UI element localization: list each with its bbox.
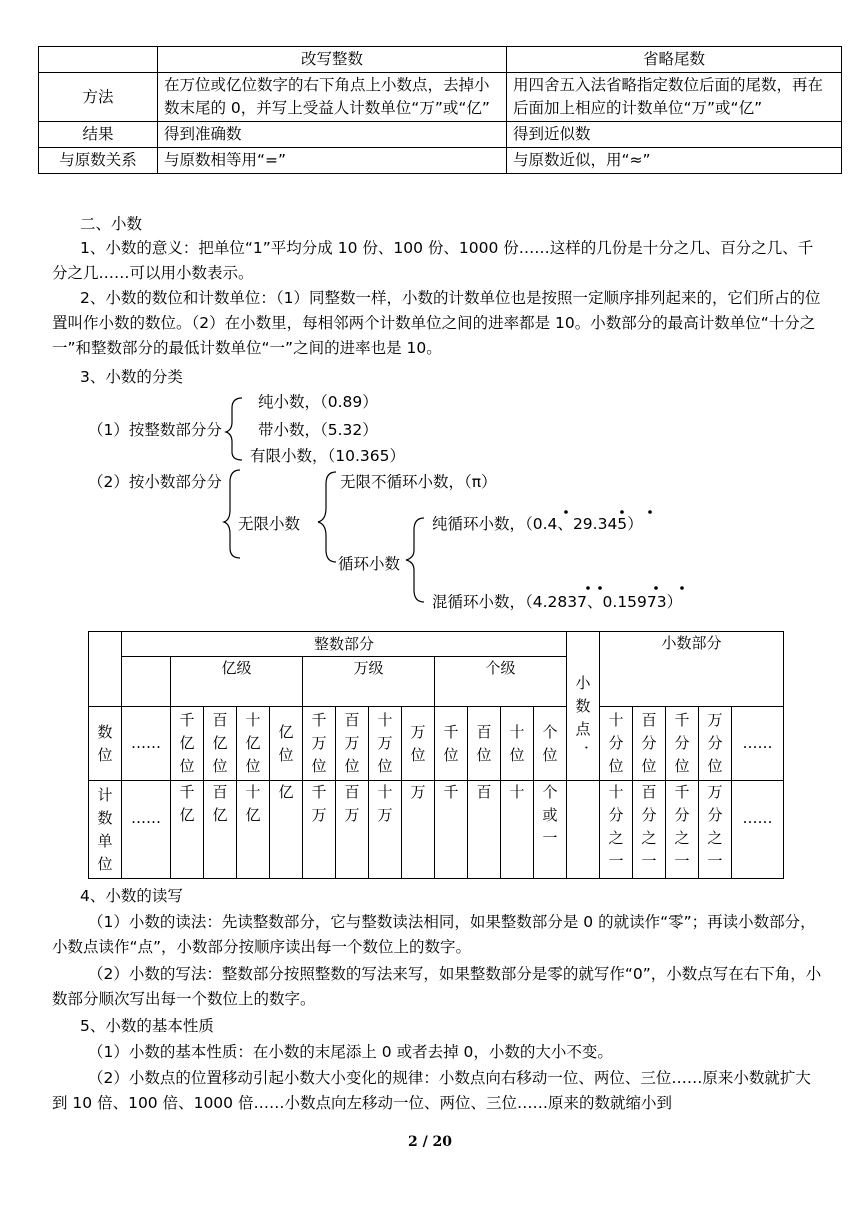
unit-cell [402,781,435,879]
place-text: 百位 [476,722,492,764]
unit-cell [369,781,402,879]
place-text: 十万位 [377,711,393,775]
place-cell [171,707,204,781]
dec-unit-cell [666,781,699,879]
pure-repeating-example-a: 0.4 [532,515,558,533]
decimal-part-header: 小数部分 [600,632,784,707]
yi-level: 亿级 [171,657,303,707]
decimal-point-dot: ． [584,734,600,752]
unit-cell [270,781,303,879]
paragraph-classify-title: 3、小数的分类 [80,368,183,386]
pure-repeating-label: 纯循环小数，（ [432,515,533,533]
separator: 、 [557,515,573,533]
reading-rule: （1）小数的读法：先读整数部分，它与整数读法相同，如果整数部分是 0 的就读作“零”；再读小数部分，小数点读作“点”，小数部分按顺序读出每一个数位上的数字。 [52,913,816,956]
dec-unit-cell [633,781,666,879]
ge-level: 个级 [435,657,567,707]
unit-cell [237,781,270,879]
finite-decimal: 有限小数，（10.365） [250,447,405,465]
dec-unit-cell [699,781,732,879]
header-rewrite: 改写整数 [158,47,507,73]
integer-part-header: 整数部分 [122,632,567,657]
row-units-label-text: 计数单位 [97,785,113,873]
dec-unit-cell [600,781,633,879]
place-cell [237,707,270,781]
ellipsis-cell: …… [732,707,784,781]
dec-place-cell [600,707,633,781]
place-cell [402,707,435,781]
place-text: 千万位 [311,711,327,775]
mixed-repeating-example-a: 4.2837 [532,593,588,611]
unit-cell [303,781,336,879]
page-number: 2 / 20 [407,1134,453,1150]
place-text: 亿位 [278,722,294,764]
read-write-title: 4、小数的读写 [80,887,183,905]
unit-text: 百万 [344,783,360,824]
row-method-label: 方法 [39,73,158,122]
property-title: 5、小数的基本性质 [80,1017,214,1035]
unit-cell [468,781,501,879]
point-move-rule: （2）小数点的位置移动引起小数大小变化的规律：小数点向右移动一位、两位、三位……原来小数就扩大到 10 倍、100 倍、1000 倍……小数点向左移动一位、两位、三位……原来的数就缩小到 [52,1069,811,1112]
place-text: 十亿位 [245,711,261,775]
unit-text: 百 [476,783,492,801]
row-relation-rewrite: 与原数相等用“=” [158,148,507,174]
decimal-point-unit-cell [567,781,600,879]
place-text: 千位 [443,722,459,764]
place-cell [501,707,534,781]
decimal-point-header [567,632,600,781]
row-result-label: 结果 [39,122,158,148]
ellipsis-cell: …… [122,781,171,879]
dec-place-cell [633,707,666,781]
place-cell [336,707,369,781]
mixed-repeating-label: 混循环小数，（ [432,593,533,611]
unit-text: 千 [443,783,459,801]
close-paren: ） [666,593,683,611]
place-text: 万位 [410,722,426,764]
dec-place-cell [699,707,732,781]
place-text: 十位 [509,722,525,764]
row-relation-omit: 与原数近似，用“≈” [507,148,842,174]
row-units-label [89,781,122,879]
unit-cell [501,781,534,879]
unit-cell [204,781,237,879]
place-cell [204,707,237,781]
section-title: 二、小数 [80,215,143,233]
dec-place-text: 千分位 [674,711,690,775]
mixed-decimal: 带小数，（5.32） [258,421,378,439]
wan-level: 万级 [303,657,435,707]
row-relation-label: 与原数关系 [39,148,158,174]
corner-cell [89,632,122,707]
infinite-decimal: 无限小数 [238,515,301,533]
writing-rule: （2）小数的写法：整数部分按照整数的写法来写，如果整数部分是零的就写作“0”，小数点写在右下角，小数部分顺次写出每一个数位上的数字。 [52,965,822,1008]
place-cell [369,707,402,781]
row-places-label [89,707,122,781]
paragraph-meaning: 1、小数的意义：把单位“1”平均分成 10 份、100 份、1000 份……这样的几份是十分之几、百分之几、千分之几……可以用小数表示。 [52,239,814,282]
unit-text: 十 [509,783,525,801]
row-result-rewrite: 得到准确数 [158,122,507,148]
row-method-omit: 用四舍五入法省略指定数位后面的尾数，再在后面加上相应的计数单位“万”或“亿” [507,73,842,122]
row-places-label-text: 数位 [97,722,113,764]
place-text: 百亿位 [212,711,228,775]
place-value-table [88,631,784,879]
repeating-decimal: 循环小数 [338,555,401,573]
unit-cell [534,781,567,879]
comparison-table [38,46,842,174]
unit-text: 个或一 [542,783,558,847]
unit-text: 十万 [377,783,393,824]
place-cell [303,707,336,781]
unit-text: 万 [410,783,426,801]
separator: 、 [587,593,603,611]
unit-text: 千亿 [179,783,195,824]
ellipsis-cell: …… [122,707,171,781]
place-text: 千亿位 [179,711,195,775]
close-paren: ） [627,515,643,533]
pure-decimal: 纯小数，（0.89） [258,393,378,411]
by-integer-label: （1）按整数部分分 [88,421,222,439]
place-text: 个位 [542,722,558,764]
dec-place-text: 十分位 [608,711,624,775]
unit-text: 千万 [311,783,327,824]
place-cell [534,707,567,781]
place-text: 百万位 [344,711,360,775]
place-cell [468,707,501,781]
unit-text: 十亿 [245,783,261,824]
nonrepeat-decimal: 无限不循环小数，（π） [340,473,497,491]
ellipsis-cell: …… [732,781,784,879]
blank-cell [122,657,171,707]
dec-unit-text: 十分之一 [608,783,624,870]
dec-unit-text: 千分之一 [674,783,690,870]
unit-text: 百亿 [212,783,228,824]
dec-unit-text: 万分之一 [707,783,723,870]
unit-cell [435,781,468,879]
header-omit: 省略尾数 [507,47,842,73]
decimal-point-header-text: 小数点 [575,673,591,738]
row-method-rewrite: 在万位或亿位数字的右下角点上小数点，去掉小数末尾的 0，并写上受益人计数单位“万”或“亿” [158,73,507,122]
repeating-dots [0,500,860,600]
place-cell [435,707,468,781]
dec-unit-text: 百分之一 [641,783,657,870]
basic-property: （1）小数的基本性质：在小数的末尾添上 0 或者去掉 0，小数的大小不变。 [88,1043,613,1061]
by-decimal-label: （2）按小数部分分 [88,473,222,491]
row-result-omit: 得到近似数 [507,122,842,148]
place-cell [270,707,303,781]
unit-cell [171,781,204,879]
dec-place-text: 万分位 [707,711,723,775]
dec-place-text: 百分位 [641,711,657,775]
dec-place-cell [666,707,699,781]
unit-cell [336,781,369,879]
paragraph-places: 2、小数的数位和计数单位：（1）同整数一样，小数的计数单位也是按照一定顺序排列起来的，它们所占的位置叫作小数的数位。（2）在小数里，每相邻两个计数单位之间的进率都是 10。小数部分的最高计数单位“十分之一”和整数部分的最低计数单位“一”之间的进率也是 10。 [52,289,821,357]
unit-text: 亿 [278,783,294,801]
pure-repeating-example-b: 29.345 [572,515,628,533]
header-empty [39,47,158,73]
mixed-repeating-example-b: 0.15973 [602,593,667,611]
